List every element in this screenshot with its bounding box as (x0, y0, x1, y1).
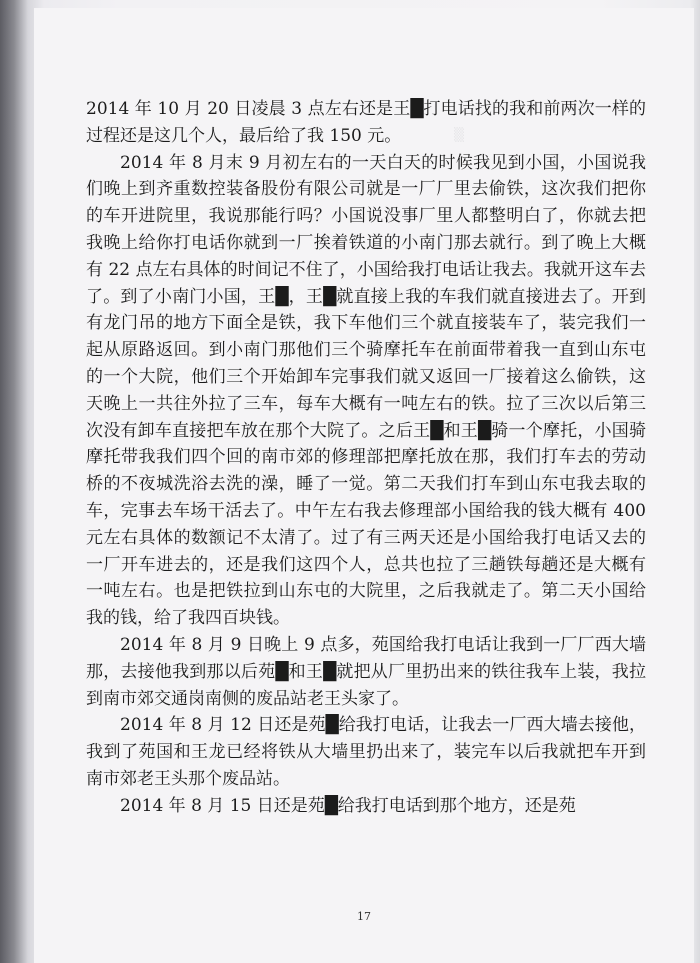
page-number: 17 (357, 910, 371, 923)
paragraph-3: 2014 年 8 月 9 日晚上 9 点多，苑国给我打电话让我到一厂厂西大墙那，去接他我到那以后苑█和王█就把从厂里扔出来的铁往我车上装，我拉到南市郊交通岗南侧的废品站老王头家了。 (86, 634, 646, 709)
paragraph-5: 2014 年 8 月 15 日还是苑█给我打电话到那个地方，还是苑 (120, 795, 576, 816)
paragraph-1: 2014 年 10 月 20 日凌晨 3 点左右还是王█打电话找的我和前两次一样的过程还是这几个人，最后给了我 150 元。 (86, 99, 646, 146)
paragraph-4: 2014 年 8 月 12 日还是苑█给我打电话，让我去一厂西大墙去接他，我到了苑国和王龙已经将铁从大墙里扔出来了，装完车以后我就把车开到南市郊老王头那个废品站。 (86, 715, 646, 789)
paragraph-2: 2014 年 8 月末 9 月初左右的一天白天的时候我见到小国，小国说我们晚上到齐重数控装备股份有限公司就是一厂厂里去偷铁，这次我们把你的车开进院里，我说那能行吗？小国说没事厂里人都整明白了，你就去把我晚上给你打电话你就到一厂挨着铁道的小南门那去就行。到了晚上大概有 22 点左右具体的时间记不住了，小国给我打电话让我去。我就开这车去了。到了小南门小国，王█，王█就直接上我的车我们就直接进去了。开到有龙门吊的地方下面全是铁，我下车他们三个就直接装车了，装完我们一起从原路返回。到小南门那他们三个骑摩托车在前面带着我一直到山东屯的一个大院，他们三个开始卸车完事我们就又返回一厂接着这么偷铁，这天晚上一共往外拉了三车，每车大概有一吨左右的铁。拉了三次以后第三次没有卸车直接把车放在那个大院了。之后王█和王█骑一个摩托，小国骑摩托带我我们四个回的南市郊的修理部把摩托放在那，我们打车去的劳动桥的不夜城洗浴去洗的澡，睡了一觉。第二天我们打车到山东屯我去取的车，完事去车场干活去了。中午左右我去修理部小国给我的钱大概有 400 元左右具体的数额记不太清了。过了有三两天还是小国给我打电话又去的一厂开车进去的，还是我们这四个人，总共也拉了三趟铁每趟还是大概有一吨左右。也是把铁拉到山东屯的大院里，之后我就走了。第二天小国给我的钱，给了我四百块钱。 (86, 152, 646, 629)
document-page (34, 8, 694, 963)
bleed-through-mark: ▒ (454, 128, 464, 143)
document-body (86, 96, 646, 820)
